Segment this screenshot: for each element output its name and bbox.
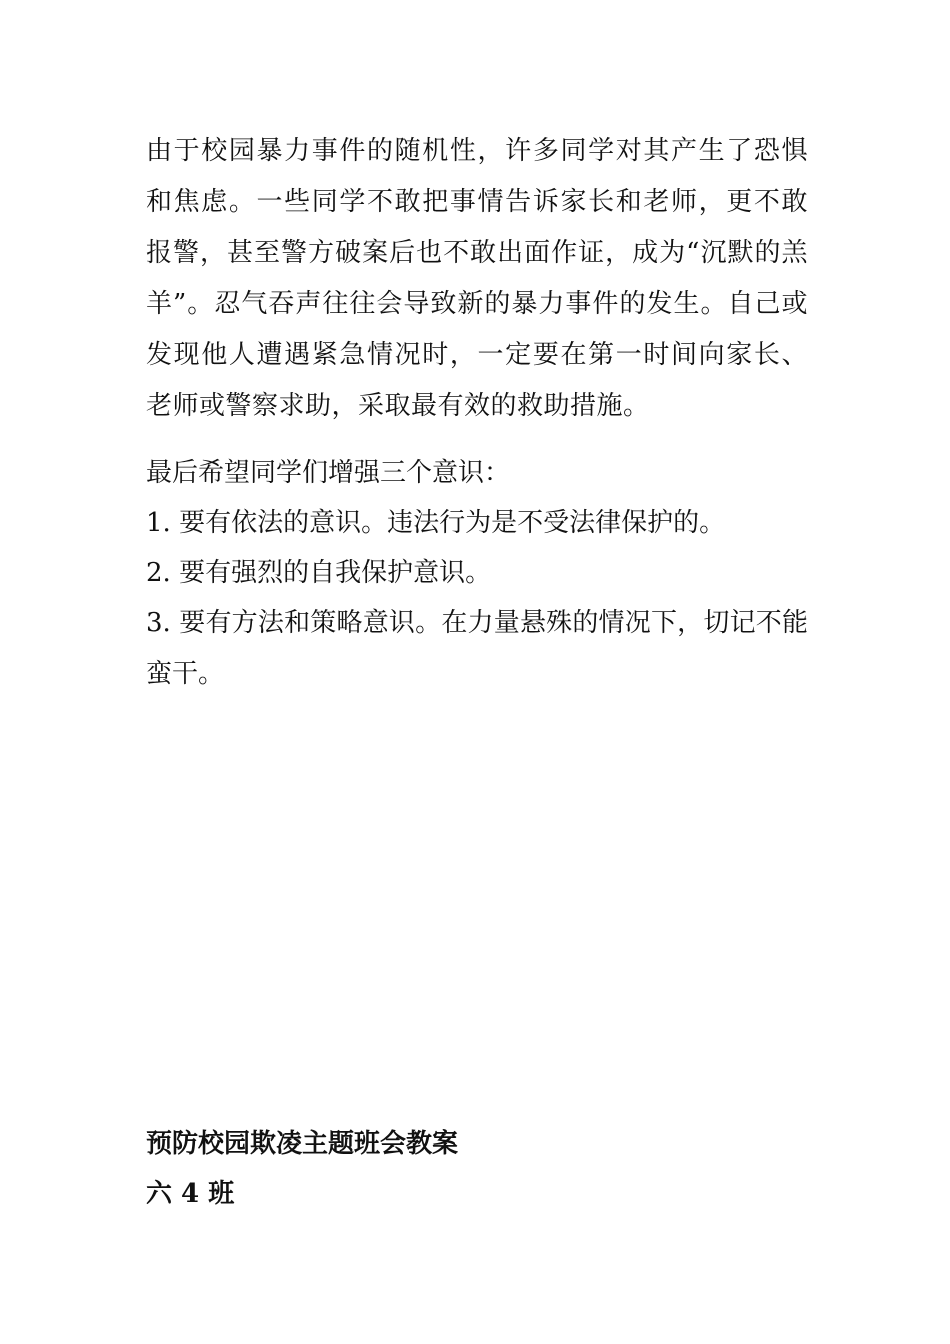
list-item-2: 2. 要有强烈的自我保护意识。 [146,558,492,588]
section-title: 预防校园欺凌主题班会教案 [146,1129,459,1159]
body-paragraph: 由于校园暴力事件的随机性，许多同学对其产生了恐惧和焦虑。一些同学不敢把事情告诉家长和老师，更不敢报警，甚至警方破案后也不敢出面作证，成为“沉默的羔羊”。忍气吞声往往会导致新的暴力事件的发生。自己或发现他人遭遇紧急情况时，一定要在第一时间向家长、老师或警察求助，采取最有效的救助措施。 [146,136,808,421]
list-item-1: 1. 要有依法的意识。违法行为是不受法律保护的。 [146,508,726,538]
intro-line: 最后希望同学们增强三个意识： [146,458,511,488]
list-item-3: 3. 要有方法和策略意识。在力量悬殊的情况下，切记不能蛮干。 [146,608,808,689]
class-name: 六 4 班 [146,1179,235,1209]
